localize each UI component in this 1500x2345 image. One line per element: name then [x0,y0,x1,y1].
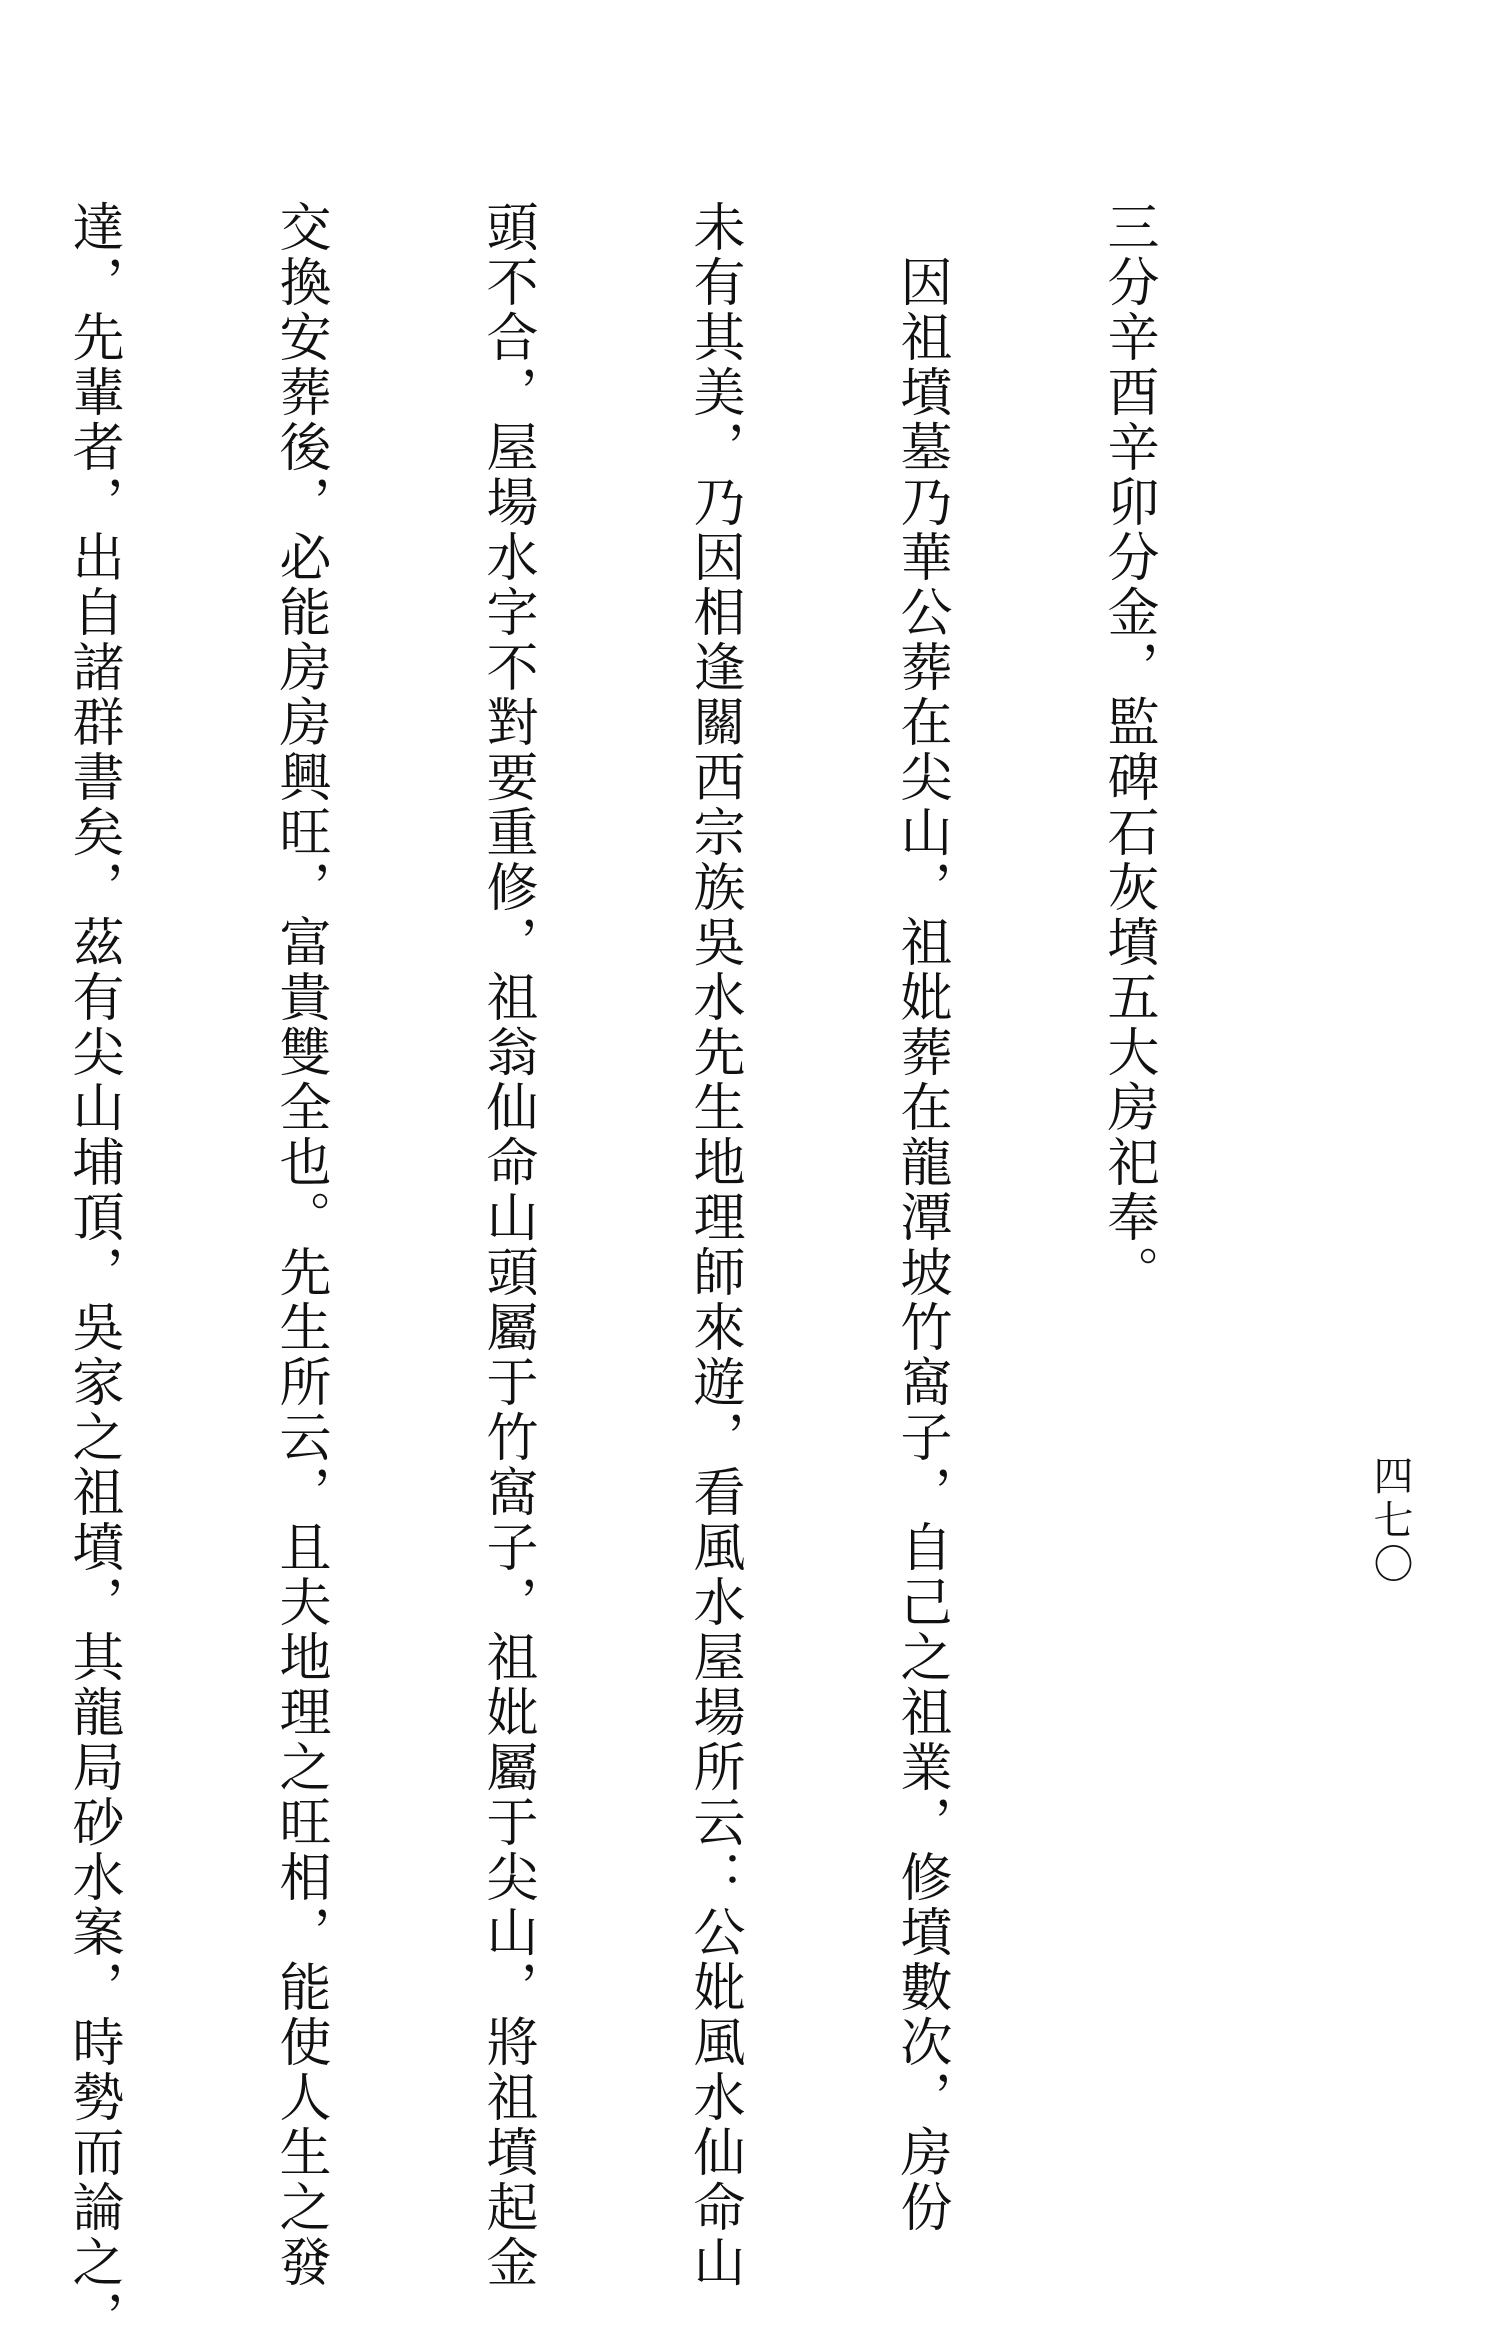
vertical-text-body [0,200,1300,2345]
text-column: 因祖墳墓乃華公葬在尖山，祖妣葬在龍潭坡竹窩子，自己之祖業，修墳數次，房份 [891,200,951,2235]
text-column: 三分辛酉辛卯分金，監碑石灰墳五大房祀奉。 [1098,200,1158,1300]
page-number: 四七〇 [1367,1455,1413,1587]
text-column: 頭不合，屋場水字不對要重修，祖翁仙命山頭屬于竹窩子，祖妣屬于尖山，將祖墳起金 [477,200,537,2290]
text-column: 未有其美，乃因相逢關西宗族吳水先生地理師來遊，看風水屋場所云：公妣風水仙命山 [684,200,744,2290]
text-column: 交換安葬後，必能房房興旺，富貴雙全也。先生所云，且夫地理之旺相，能使人生之發 [270,200,330,2290]
text-column: 達，先輩者，出自諸群書矣，茲有尖山埔頂，吳家之祖墳，其龍局砂水案，時勢而論之， [63,200,123,2345]
